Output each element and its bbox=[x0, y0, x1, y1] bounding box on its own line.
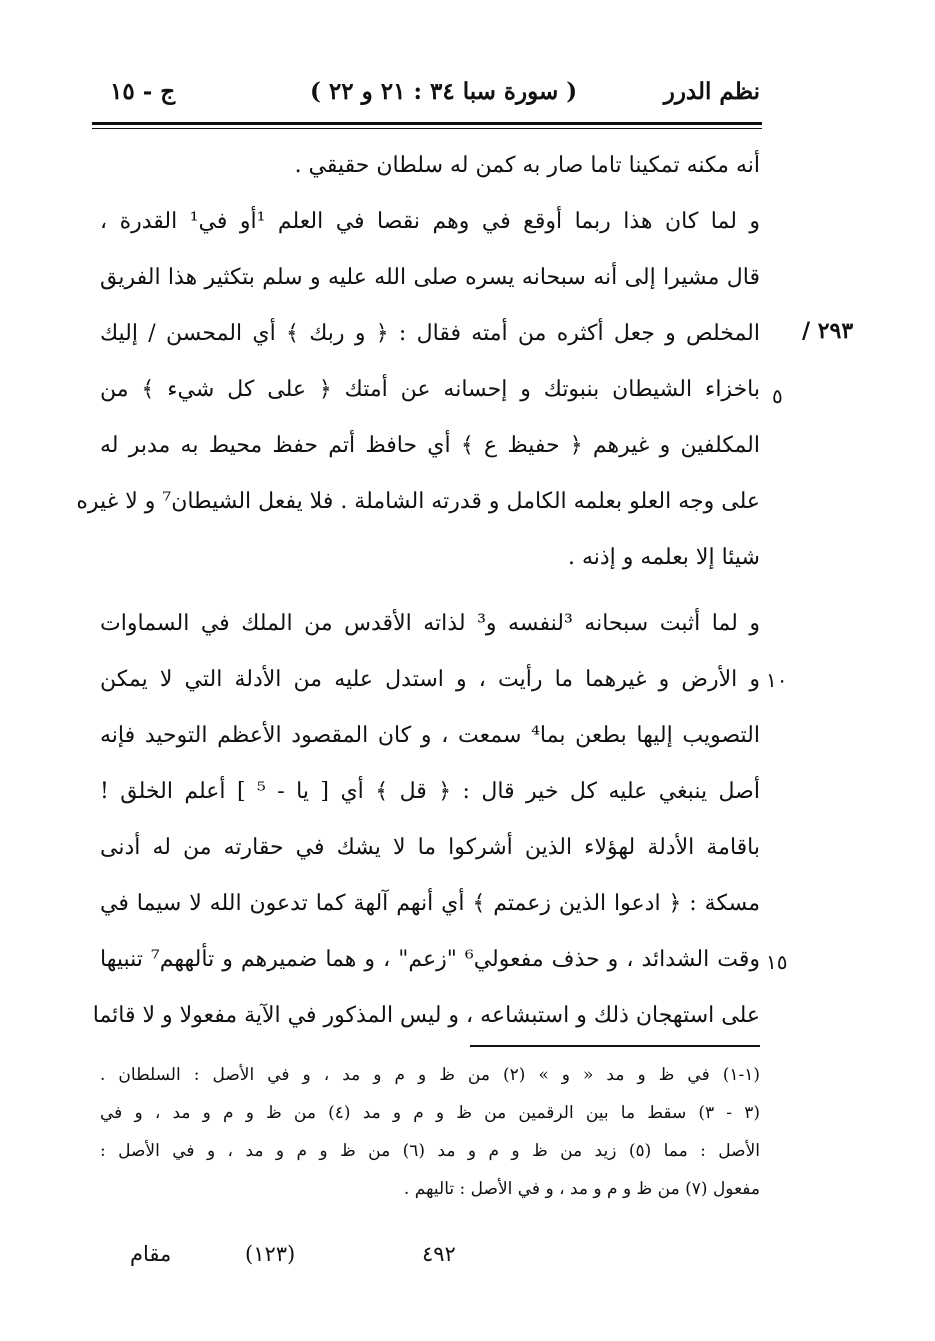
page-footer bbox=[100, 1242, 760, 1278]
footnote-line: (٣ - ٣) سقط ما بين الرقمين من ظ و م و مد (٤) من ظ و م و مد ، و في bbox=[100, 1103, 760, 1123]
surah-reference: ( سورة سبا ٣٤ : ٢١ و ٢٢ ) bbox=[310, 78, 578, 105]
line-number-15: ١٥ bbox=[766, 950, 788, 974]
volume-part: ج - ١٥ bbox=[110, 78, 176, 105]
text-line: المخلص و جعل أكثره من أمته فقال : ﴿ و ربك ﴾ أي المحسن / إليك bbox=[100, 321, 760, 346]
text-line: وقت الشدائد ، و حذف مفعولي⁶ "زعم" ، و هما ضميرهم و تألههم⁷ تنبيها bbox=[100, 947, 760, 972]
text-line: أنه مكنه تمكينا تاما صار به كمن له سلطان حقيقي . bbox=[294, 153, 760, 178]
text-line: على وجه العلو بعلمه الكامل و قدرته الشاملة . فلا يفعل الشيطان⁷ و لا غيره bbox=[76, 489, 760, 514]
footnote-separator bbox=[470, 1045, 760, 1047]
footnotes bbox=[100, 1056, 760, 1208]
text-line: شيئا إلا بعلمه و إذنه . bbox=[567, 545, 760, 570]
text-line: على استهجان ذلك و استبشاعه ، و ليس المذكور في الآية مفعولا و لا قائما bbox=[92, 1003, 760, 1028]
text-line: و لما أثبت سبحانه ³لنفسه و³ لذاته الأقدس من الملك في السماوات bbox=[100, 611, 761, 636]
text-line: باخزاء الشيطان بنبوتك و إحسانه عن أمتك ﴿ على كل شيء ﴾ من bbox=[100, 377, 760, 402]
page-number: ٤٩٢ bbox=[422, 1242, 456, 1266]
book-title: نظم الدرر bbox=[663, 78, 760, 105]
main-text bbox=[76, 138, 761, 1044]
header-rule-thin bbox=[92, 128, 762, 129]
text-line: باقامة الأدلة لهؤلاء الذين أشركوا ما لا يشك في حقارته من له أدنى bbox=[100, 835, 760, 860]
text-line: التصويب إليها بطعن بما⁴ سمعت ، و كان المقصود الأعظم التوحيد فإنه bbox=[100, 723, 760, 748]
footer-label: مقام bbox=[130, 1242, 172, 1266]
text-line: قال مشيرا إلى أنه سبحانه يسره صلى الله عليه و سلم بتكثير هذا الفريق bbox=[100, 265, 760, 290]
header-rule-thick bbox=[92, 122, 762, 125]
running-header bbox=[100, 78, 760, 118]
footer-sequence: (١٢٣) bbox=[245, 1242, 296, 1266]
text-line: مسكة : ﴿ ادعوا الذين زعمتم ﴾ أي أنهم آلهة كما تدعون الله لا سيما في bbox=[100, 891, 760, 916]
line-number-5: ٥ bbox=[772, 384, 783, 408]
margin-page-marker: ٢٩٣ / bbox=[802, 318, 854, 344]
line-number-10: ١٠ bbox=[766, 668, 788, 692]
footnote-line: (١-١) في ظ و مد « و » (٢) من ظ و م و مد ، و في الأصل : السلطان . bbox=[100, 1065, 760, 1085]
text-line: أصل ينبغي عليه كل خير قال : ﴿ قل ﴾ أي [ يا - ⁵ ] أعلم الخلق ! bbox=[100, 779, 760, 804]
footnote-line: الأصل : مما (٥) زيد من ظ و م و مد (٦) من ظ و م و مد ، و في الأصل : bbox=[100, 1141, 760, 1161]
text-line: المكلفين و غيرهم ﴿ حفيظ ع ﴾ أي حافظ أتم حفظ محيط به مدبر له bbox=[100, 433, 760, 458]
footnote-line: مفعول (٧) من ظ و م و مد ، و في الأصل : تاليهم . bbox=[403, 1179, 760, 1199]
text-line: و الأرض و غيرهما ما رأيت ، و استدل عليه من الأدلة التي لا يمكن bbox=[100, 667, 760, 692]
text-line: و لما كان هذا ربما أوقع في وهم نقصا في العلم ¹أو في¹ القدرة ، bbox=[100, 209, 760, 234]
